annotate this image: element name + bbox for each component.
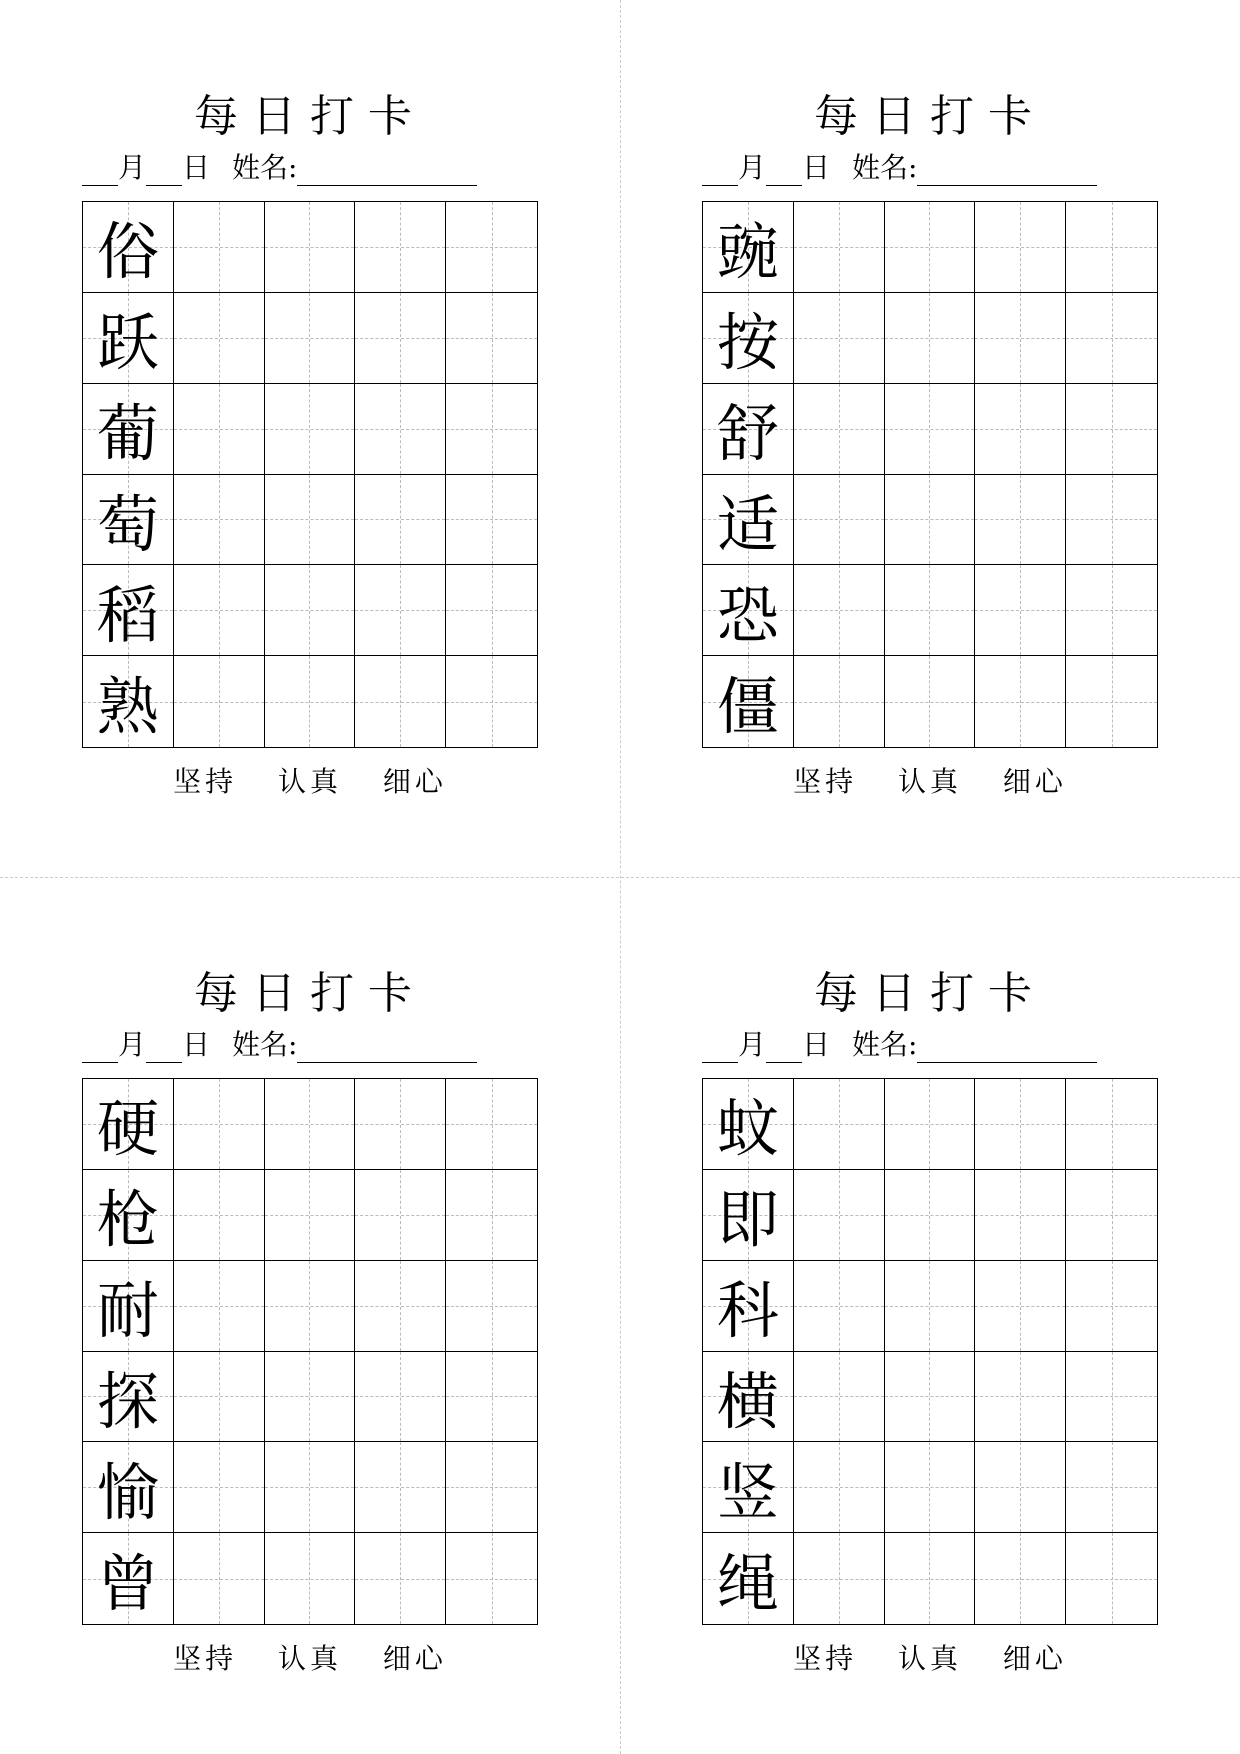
practice-cell[interactable] bbox=[1066, 1261, 1157, 1352]
practice-cell[interactable] bbox=[265, 1079, 356, 1170]
practice-cell[interactable] bbox=[265, 202, 356, 293]
practice-card bbox=[702, 0, 1158, 877]
motto bbox=[702, 1637, 1158, 1677]
practice-cell[interactable] bbox=[794, 1442, 885, 1533]
practice-cell[interactable] bbox=[885, 1533, 976, 1624]
practice-cell[interactable] bbox=[975, 475, 1066, 566]
day-blank[interactable] bbox=[766, 159, 802, 186]
motto-word: 坚持 bbox=[173, 1642, 238, 1675]
practice-cell[interactable] bbox=[355, 202, 446, 293]
date-name-line bbox=[702, 150, 1158, 186]
practice-cell[interactable] bbox=[446, 475, 537, 566]
practice-cell[interactable] bbox=[794, 1261, 885, 1352]
practice-cell[interactable] bbox=[446, 1442, 537, 1533]
date-name-line bbox=[82, 150, 538, 186]
practice-cell[interactable] bbox=[1066, 1533, 1157, 1624]
model-character-cell bbox=[703, 475, 794, 566]
practice-cell[interactable] bbox=[355, 656, 446, 747]
practice-cell[interactable] bbox=[265, 293, 356, 384]
model-character-cell bbox=[83, 475, 174, 566]
month-label: 月 bbox=[738, 151, 767, 184]
practice-cell[interactable] bbox=[975, 202, 1066, 293]
motto-word: 认真 bbox=[277, 765, 342, 798]
practice-cell[interactable] bbox=[446, 1261, 537, 1352]
practice-cell[interactable] bbox=[794, 475, 885, 566]
practice-cell[interactable] bbox=[174, 1170, 265, 1261]
model-character-cell bbox=[703, 656, 794, 747]
name-label: 姓名: bbox=[852, 151, 918, 184]
practice-cell[interactable] bbox=[265, 565, 356, 656]
model-character-cell bbox=[703, 1261, 794, 1352]
practice-cell[interactable] bbox=[174, 475, 265, 566]
model-character: 葡 bbox=[96, 397, 159, 471]
practice-cell[interactable] bbox=[975, 565, 1066, 656]
practice-cell[interactable] bbox=[885, 1352, 976, 1443]
practice-cell[interactable] bbox=[794, 202, 885, 293]
practice-cell[interactable] bbox=[885, 1261, 976, 1352]
practice-cell[interactable] bbox=[174, 656, 265, 747]
model-character-cell bbox=[703, 1442, 794, 1533]
practice-cell[interactable] bbox=[1066, 565, 1157, 656]
model-character: 即 bbox=[716, 1183, 779, 1257]
model-character-cell bbox=[703, 202, 794, 293]
writing-grid bbox=[702, 201, 1158, 748]
practice-cell[interactable] bbox=[885, 565, 976, 656]
motto-word: 细心 bbox=[1002, 1642, 1067, 1675]
writing-grid bbox=[82, 201, 538, 748]
practice-cell[interactable] bbox=[446, 565, 537, 656]
day-blank[interactable] bbox=[766, 1036, 802, 1063]
writing-grid bbox=[702, 1078, 1158, 1625]
model-character-cell bbox=[83, 384, 174, 475]
practice-cell[interactable] bbox=[975, 293, 1066, 384]
model-character-cell bbox=[703, 293, 794, 384]
practice-card bbox=[82, 0, 538, 877]
practice-cell[interactable] bbox=[1066, 1170, 1157, 1261]
practice-cell[interactable] bbox=[885, 1079, 976, 1170]
practice-cell[interactable] bbox=[885, 384, 976, 475]
practice-cell[interactable] bbox=[975, 1442, 1066, 1533]
model-character: 横 bbox=[716, 1364, 779, 1438]
practice-cell[interactable] bbox=[174, 1261, 265, 1352]
model-character: 绳 bbox=[716, 1547, 779, 1621]
model-character-cell bbox=[703, 1170, 794, 1261]
motto-word: 认真 bbox=[277, 1642, 342, 1675]
practice-cell[interactable] bbox=[446, 1533, 537, 1624]
month-blank[interactable] bbox=[82, 159, 118, 186]
model-character-cell bbox=[83, 1261, 174, 1352]
motto bbox=[702, 760, 1158, 800]
practice-cell[interactable] bbox=[174, 1533, 265, 1624]
model-character-cell bbox=[83, 1352, 174, 1443]
practice-cell[interactable] bbox=[794, 1533, 885, 1624]
model-character-cell bbox=[703, 384, 794, 475]
day-blank[interactable] bbox=[146, 159, 182, 186]
practice-cell[interactable] bbox=[265, 475, 356, 566]
practice-cell[interactable] bbox=[1066, 384, 1157, 475]
practice-cell[interactable] bbox=[794, 384, 885, 475]
month-label: 月 bbox=[118, 151, 147, 184]
practice-cell[interactable] bbox=[355, 1079, 446, 1170]
motto-word: 认真 bbox=[897, 1642, 962, 1675]
practice-cell[interactable] bbox=[174, 1352, 265, 1443]
motto-word: 坚持 bbox=[793, 765, 858, 798]
model-character: 熟 bbox=[96, 670, 159, 744]
model-character-cell bbox=[83, 656, 174, 747]
practice-cell[interactable] bbox=[1066, 475, 1157, 566]
motto-word: 细心 bbox=[382, 765, 447, 798]
practice-cell[interactable] bbox=[446, 1352, 537, 1443]
practice-cell[interactable] bbox=[446, 1170, 537, 1261]
date-name-line bbox=[702, 1027, 1158, 1063]
name-label: 姓名: bbox=[232, 151, 298, 184]
practice-cell[interactable] bbox=[355, 1261, 446, 1352]
practice-cell[interactable] bbox=[265, 656, 356, 747]
practice-cell[interactable] bbox=[975, 1079, 1066, 1170]
day-label: 日 bbox=[802, 1028, 831, 1061]
practice-cell[interactable] bbox=[1066, 293, 1157, 384]
model-character: 耐 bbox=[96, 1274, 159, 1348]
model-character-cell bbox=[83, 202, 174, 293]
model-character: 僵 bbox=[716, 670, 779, 744]
practice-cell[interactable] bbox=[355, 384, 446, 475]
practice-cell[interactable] bbox=[265, 1261, 356, 1352]
practice-cell[interactable] bbox=[975, 1170, 1066, 1261]
practice-card bbox=[82, 877, 538, 1754]
model-character: 恐 bbox=[716, 578, 779, 652]
model-character: 探 bbox=[96, 1364, 159, 1438]
practice-cell[interactable] bbox=[446, 202, 537, 293]
practice-cell[interactable] bbox=[885, 656, 976, 747]
practice-cell[interactable] bbox=[446, 384, 537, 475]
practice-cell[interactable] bbox=[885, 475, 976, 566]
practice-cell[interactable] bbox=[265, 1442, 356, 1533]
practice-cell[interactable] bbox=[975, 1352, 1066, 1443]
practice-cell[interactable] bbox=[794, 1079, 885, 1170]
model-character: 按 bbox=[716, 306, 779, 380]
day-label: 日 bbox=[182, 1028, 211, 1061]
practice-cell[interactable] bbox=[355, 1170, 446, 1261]
practice-cell[interactable] bbox=[355, 1442, 446, 1533]
practice-cell[interactable] bbox=[265, 384, 356, 475]
practice-cell[interactable] bbox=[446, 1079, 537, 1170]
practice-cell[interactable] bbox=[885, 1442, 976, 1533]
practice-cell[interactable] bbox=[174, 1442, 265, 1533]
month-blank[interactable] bbox=[702, 1036, 738, 1063]
practice-cell[interactable] bbox=[174, 565, 265, 656]
model-character: 愉 bbox=[96, 1455, 159, 1529]
model-character: 适 bbox=[716, 487, 779, 561]
model-character: 舒 bbox=[716, 397, 779, 471]
practice-cell[interactable] bbox=[975, 384, 1066, 475]
model-character: 萄 bbox=[96, 487, 159, 561]
practice-cell[interactable] bbox=[174, 293, 265, 384]
motto-word: 细心 bbox=[382, 1642, 447, 1675]
practice-cell[interactable] bbox=[355, 293, 446, 384]
practice-cell[interactable] bbox=[885, 202, 976, 293]
practice-cell[interactable] bbox=[794, 1352, 885, 1443]
practice-cell[interactable] bbox=[355, 565, 446, 656]
name-label: 姓名: bbox=[852, 1028, 918, 1061]
date-name-line bbox=[82, 1027, 538, 1063]
practice-cell[interactable] bbox=[1066, 656, 1157, 747]
model-character: 竖 bbox=[716, 1455, 779, 1529]
model-character-cell bbox=[83, 293, 174, 384]
practice-cell[interactable] bbox=[446, 656, 537, 747]
practice-cell[interactable] bbox=[265, 1170, 356, 1261]
model-character-cell bbox=[703, 565, 794, 656]
practice-cell[interactable] bbox=[885, 1170, 976, 1261]
model-character-cell bbox=[703, 1352, 794, 1443]
practice-cell[interactable] bbox=[446, 293, 537, 384]
practice-cell[interactable] bbox=[174, 384, 265, 475]
card-title: 每日打卡 bbox=[814, 968, 1046, 1019]
model-character-cell bbox=[703, 1079, 794, 1170]
card-title: 每日打卡 bbox=[814, 91, 1046, 142]
model-character: 豌 bbox=[716, 215, 779, 289]
practice-cell[interactable] bbox=[265, 1533, 356, 1624]
model-character: 蚊 bbox=[716, 1092, 779, 1166]
model-character: 俗 bbox=[96, 215, 159, 289]
month-label: 月 bbox=[738, 1028, 767, 1061]
practice-cell[interactable] bbox=[1066, 1442, 1157, 1533]
writing-grid bbox=[82, 1078, 538, 1625]
practice-cell[interactable] bbox=[975, 1533, 1066, 1624]
practice-cell[interactable] bbox=[355, 1352, 446, 1443]
motto bbox=[82, 1637, 538, 1677]
month-label: 月 bbox=[118, 1028, 147, 1061]
card-title: 每日打卡 bbox=[194, 968, 426, 1019]
practice-card bbox=[702, 877, 1158, 1754]
motto-word: 坚持 bbox=[793, 1642, 858, 1675]
practice-cell[interactable] bbox=[265, 1352, 356, 1443]
practice-cell[interactable] bbox=[355, 1533, 446, 1624]
practice-cell[interactable] bbox=[1066, 202, 1157, 293]
month-blank[interactable] bbox=[82, 1036, 118, 1063]
day-label: 日 bbox=[802, 151, 831, 184]
model-character: 跃 bbox=[96, 306, 159, 380]
day-label: 日 bbox=[182, 151, 211, 184]
model-character-cell bbox=[83, 1170, 174, 1261]
practice-cell[interactable] bbox=[174, 1079, 265, 1170]
practice-cell[interactable] bbox=[1066, 1079, 1157, 1170]
card-title: 每日打卡 bbox=[194, 91, 426, 142]
practice-cell[interactable] bbox=[975, 1261, 1066, 1352]
model-character-cell bbox=[83, 1442, 174, 1533]
practice-cell[interactable] bbox=[975, 656, 1066, 747]
model-character: 硬 bbox=[96, 1092, 159, 1166]
model-character: 稻 bbox=[96, 578, 159, 652]
motto-word: 细心 bbox=[1002, 765, 1067, 798]
practice-cell[interactable] bbox=[1066, 1352, 1157, 1443]
model-character-cell bbox=[83, 565, 174, 656]
model-character-cell bbox=[83, 1079, 174, 1170]
name-blank[interactable] bbox=[297, 159, 477, 186]
practice-cell[interactable] bbox=[885, 293, 976, 384]
practice-cell[interactable] bbox=[794, 293, 885, 384]
model-character: 枪 bbox=[96, 1183, 159, 1257]
day-blank[interactable] bbox=[146, 1036, 182, 1063]
practice-cell[interactable] bbox=[794, 1170, 885, 1261]
practice-cell[interactable] bbox=[174, 202, 265, 293]
practice-cell[interactable] bbox=[794, 656, 885, 747]
practice-cell[interactable] bbox=[794, 565, 885, 656]
motto-word: 认真 bbox=[897, 765, 962, 798]
name-blank[interactable] bbox=[917, 1036, 1097, 1063]
practice-cell[interactable] bbox=[355, 475, 446, 566]
name-blank[interactable] bbox=[297, 1036, 477, 1063]
month-blank[interactable] bbox=[702, 159, 738, 186]
name-blank[interactable] bbox=[917, 159, 1097, 186]
model-character: 科 bbox=[716, 1274, 779, 1348]
motto bbox=[82, 760, 538, 800]
motto-word: 坚持 bbox=[173, 765, 238, 798]
name-label: 姓名: bbox=[232, 1028, 298, 1061]
model-character: 曾 bbox=[96, 1547, 159, 1621]
model-character-cell bbox=[703, 1533, 794, 1624]
model-character-cell bbox=[83, 1533, 174, 1624]
